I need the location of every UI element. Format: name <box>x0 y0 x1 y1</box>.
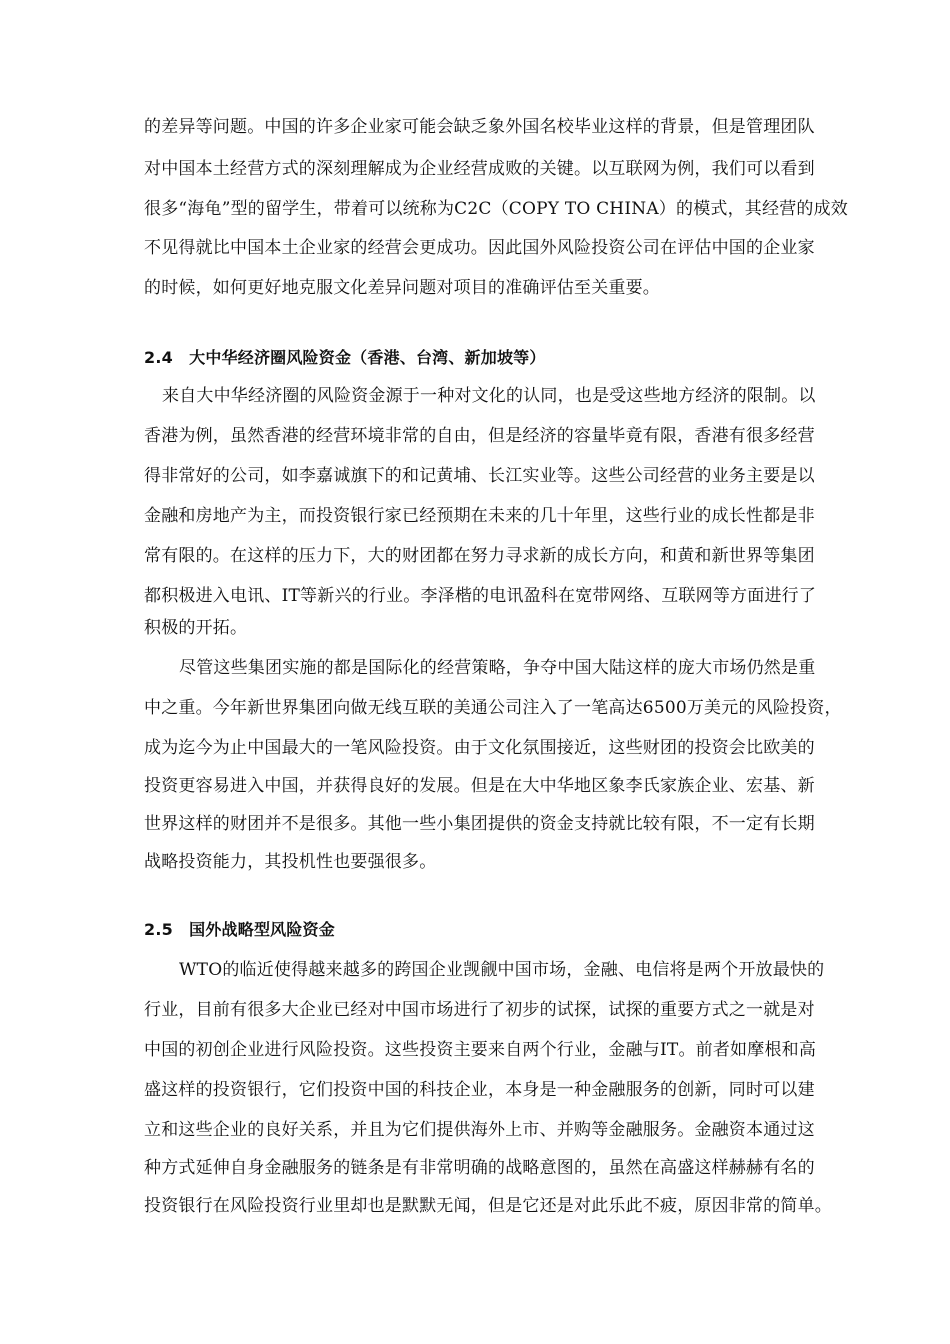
section-heading-2-5: 2.5 国外战略型风险资金 <box>144 920 335 939</box>
paragraph-line: 中之重。今年新世界集团向做无线互联的美通公司注入了一笔高达6500万美元的风险投资， <box>144 698 842 718</box>
paragraph-line: 的时候，如何更好地克服文化差异问题对项目的准确评估至关重要。 <box>144 278 660 298</box>
paragraph-line: 积极的开拓。 <box>144 618 248 638</box>
paragraph-line: 金融和房地产为主，而投资银行家已经预期在未来的几十年里，这些行业的成长性都是非 <box>144 506 815 526</box>
paragraph-line: 种方式延伸自身金融服务的链条是有非常明确的战略意图的，虽然在高盛这样赫赫有名的 <box>144 1158 815 1178</box>
paragraph-line: 尽管这些集团实施的都是国际化的经营策略，争夺中国大陆这样的庞大市场仍然是重 <box>179 658 816 678</box>
paragraph-line: 投资银行在风险投资行业里却也是默默无闻，但是它还是对此乐此不疲，原因非常的简单。 <box>144 1196 832 1216</box>
paragraph-line: 中国的初创企业进行风险投资。这些投资主要来自两个行业，金融与IT。前者如摩根和高 <box>144 1040 817 1060</box>
paragraph-line: 对中国本土经营方式的深刻理解成为企业经营成败的关键。以互联网为例，我们可以看到 <box>144 159 815 179</box>
paragraph-line: 香港为例，虽然香港的经营环境非常的自由，但是经济的容量毕竟有限，香港有很多经营 <box>144 426 815 446</box>
paragraph-line: 常有限的。在这样的压力下，大的财团都在努力寻求新的成长方向，和黄和新世界等集团 <box>144 546 815 566</box>
paragraph-line: 不见得就比中国本土企业家的经营会更成功。因此国外风险投资公司在评估中国的企业家 <box>144 238 815 258</box>
paragraph-line: 投资更容易进入中国，并获得良好的发展。但是在大中华地区象李氏家族企业、宏基、新 <box>144 776 815 796</box>
paragraph-line: 很多“海龟”型的留学生，带着可以统称为C2C（COPY TO CHINA）的模式，其经营的成效 <box>144 199 848 219</box>
paragraph-line: 行业，目前有很多大企业已经对中国市场进行了初步的试探，试探的重要方式之一就是对 <box>144 1000 815 1020</box>
paragraph-line: 立和这些企业的良好关系，并且为它们提供海外上市、并购等金融服务。金融资本通过这 <box>144 1120 815 1140</box>
paragraph-line: 世界这样的财团并不是很多。其他一些小集团提供的资金支持就比较有限，不一定有长期 <box>144 814 815 834</box>
paragraph-line: 的差异等问题。中国的许多企业家可能会缺乏象外国名校毕业这样的背景，但是管理团队 <box>144 117 815 137</box>
paragraph-line: 盛这样的投资银行，它们投资中国的科技企业，本身是一种金融服务的创新，同时可以建 <box>144 1080 815 1100</box>
paragraph-line: WTO的临近使得越来越多的跨国企业觊觎中国市场，金融、电信将是两个开放最快的 <box>179 960 825 980</box>
paragraph-line: 都积极进入电讯、IT等新兴的行业。李泽楷的电讯盈科在宽带网络、互联网等方面进行了 <box>144 586 817 606</box>
paragraph-line: 成为迄今为止中国最大的一笔风险投资。由于文化氛围接近，这些财团的投资会比欧美的 <box>144 738 815 758</box>
section-heading-2-4: 2.4 大中华经济圈风险资金（香港、台湾、新加坡等） <box>144 348 546 367</box>
paragraph-line: 来自大中华经济圈的风险资金源于一种对文化的认同，也是受这些地方经济的限制。以 <box>162 386 816 406</box>
paragraph-line: 得非常好的公司，如李嘉诚旗下的和记黄埔、长江实业等。这些公司经营的业务主要是以 <box>144 466 815 486</box>
paragraph-line: 战略投资能力，其投机性也要强很多。 <box>144 852 437 872</box>
